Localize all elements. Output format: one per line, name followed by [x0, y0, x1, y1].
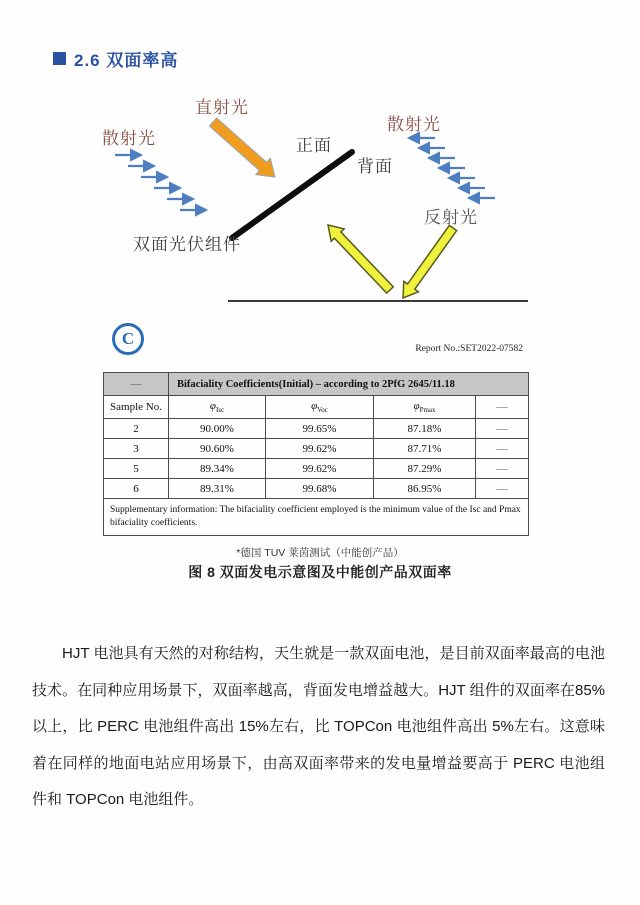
table-row	[104, 439, 529, 459]
cell-voc: 99.65%	[266, 419, 374, 439]
table-row	[104, 459, 529, 479]
cell-isc: 89.34%	[169, 459, 266, 479]
direct-light-arrow	[209, 118, 275, 177]
cell-isc: 89.31%	[169, 479, 266, 499]
certification-logo-icon: C	[112, 323, 144, 355]
header-phi-pmax: $\varphi_{Pmax}$	[374, 396, 476, 419]
cell-voc: 99.62%	[266, 459, 374, 479]
header-phi-voc: $\varphi_{Voc}$	[266, 396, 374, 419]
back-side-label: 背面	[357, 157, 393, 176]
supplementary-info: Supplementary information: The bifaciality coefficient employed is the minimum value of the Isc and Pmax bifaciality coefficients.	[104, 499, 529, 536]
caption-note: *德国 TUV 莱茵测试（中能创产品）	[236, 547, 404, 559]
cell-isc: 90.00%	[169, 419, 266, 439]
table-supplementary-row	[104, 499, 529, 536]
table-row	[104, 419, 529, 439]
certification-report	[103, 320, 529, 550]
diagram-canvas	[95, 90, 560, 315]
scattered-light-right-label: 散射光	[387, 115, 441, 134]
table-title-row	[104, 373, 529, 396]
module-panel-line	[232, 152, 352, 238]
bifaciality-table	[103, 372, 529, 536]
cell-pmax: 87.29%	[374, 459, 476, 479]
cell-sample: 2	[104, 419, 169, 439]
report-number: Report No.:SET2022-07582	[415, 344, 523, 354]
header-sample-no: Sample No.	[104, 396, 169, 419]
cell-dash: —	[476, 459, 529, 479]
bifacial-module-label: 双面光伏组件	[133, 235, 241, 254]
reflected-light-arrow-down	[403, 225, 457, 298]
cell-voc: 99.68%	[266, 479, 374, 499]
section-heading	[53, 46, 178, 71]
table-header-row	[104, 396, 529, 419]
cell-sample: 3	[104, 439, 169, 459]
body-paragraph: HJT 电池具有天然的对称结构，天生就是一款双面电池，是目前双面率最高的电池技术。在同种应用场景下，双面率越高，背面发电增益越大。HJT 组件的双面率在85%以上，比 PERC 电池组件高出 15%左右，比 TOPCon 电池组件高出 5%左右。这意味着在同样的地面电站应用场景下，由高双面率带来的发电量增益要高于 PERC 电池组件和 TOPCon 电池组件。	[32, 645, 605, 808]
bifacial-light-diagram	[95, 90, 560, 315]
section-heading-text: 2.6 双面率高	[74, 51, 179, 70]
figure-caption: 图 8 双面发电示意图及中能创产品双面率	[188, 564, 452, 580]
reflected-light-arrow-up	[328, 225, 393, 293]
header-phi-isc: $\varphi_{Isc}$	[169, 396, 266, 419]
front-side-label: 正面	[296, 136, 332, 155]
direct-light-label: 直射光	[195, 98, 249, 117]
scattered-light-arrows-right	[409, 138, 495, 198]
table-title: Bifaciality Coefficients(Initial) – according to 2PfG 2645/11.18	[169, 373, 529, 396]
cell-pmax: 87.18%	[374, 419, 476, 439]
cell-isc: 90.60%	[169, 439, 266, 459]
table-corner-cell: —	[104, 373, 169, 396]
cell-dash: —	[476, 439, 529, 459]
cell-voc: 99.62%	[266, 439, 374, 459]
reflected-light-label: 反射光	[424, 208, 478, 227]
cell-sample: 5	[104, 459, 169, 479]
heading-bullet-icon	[53, 52, 66, 65]
cell-pmax: 86.95%	[374, 479, 476, 499]
header-dash: —	[476, 396, 529, 419]
scattered-light-left-label: 散射光	[102, 129, 156, 148]
cell-sample: 6	[104, 479, 169, 499]
scattered-light-arrows-left	[115, 155, 206, 210]
table-row	[104, 479, 529, 499]
cell-pmax: 87.71%	[374, 439, 476, 459]
cell-dash: —	[476, 419, 529, 439]
cell-dash: —	[476, 479, 529, 499]
